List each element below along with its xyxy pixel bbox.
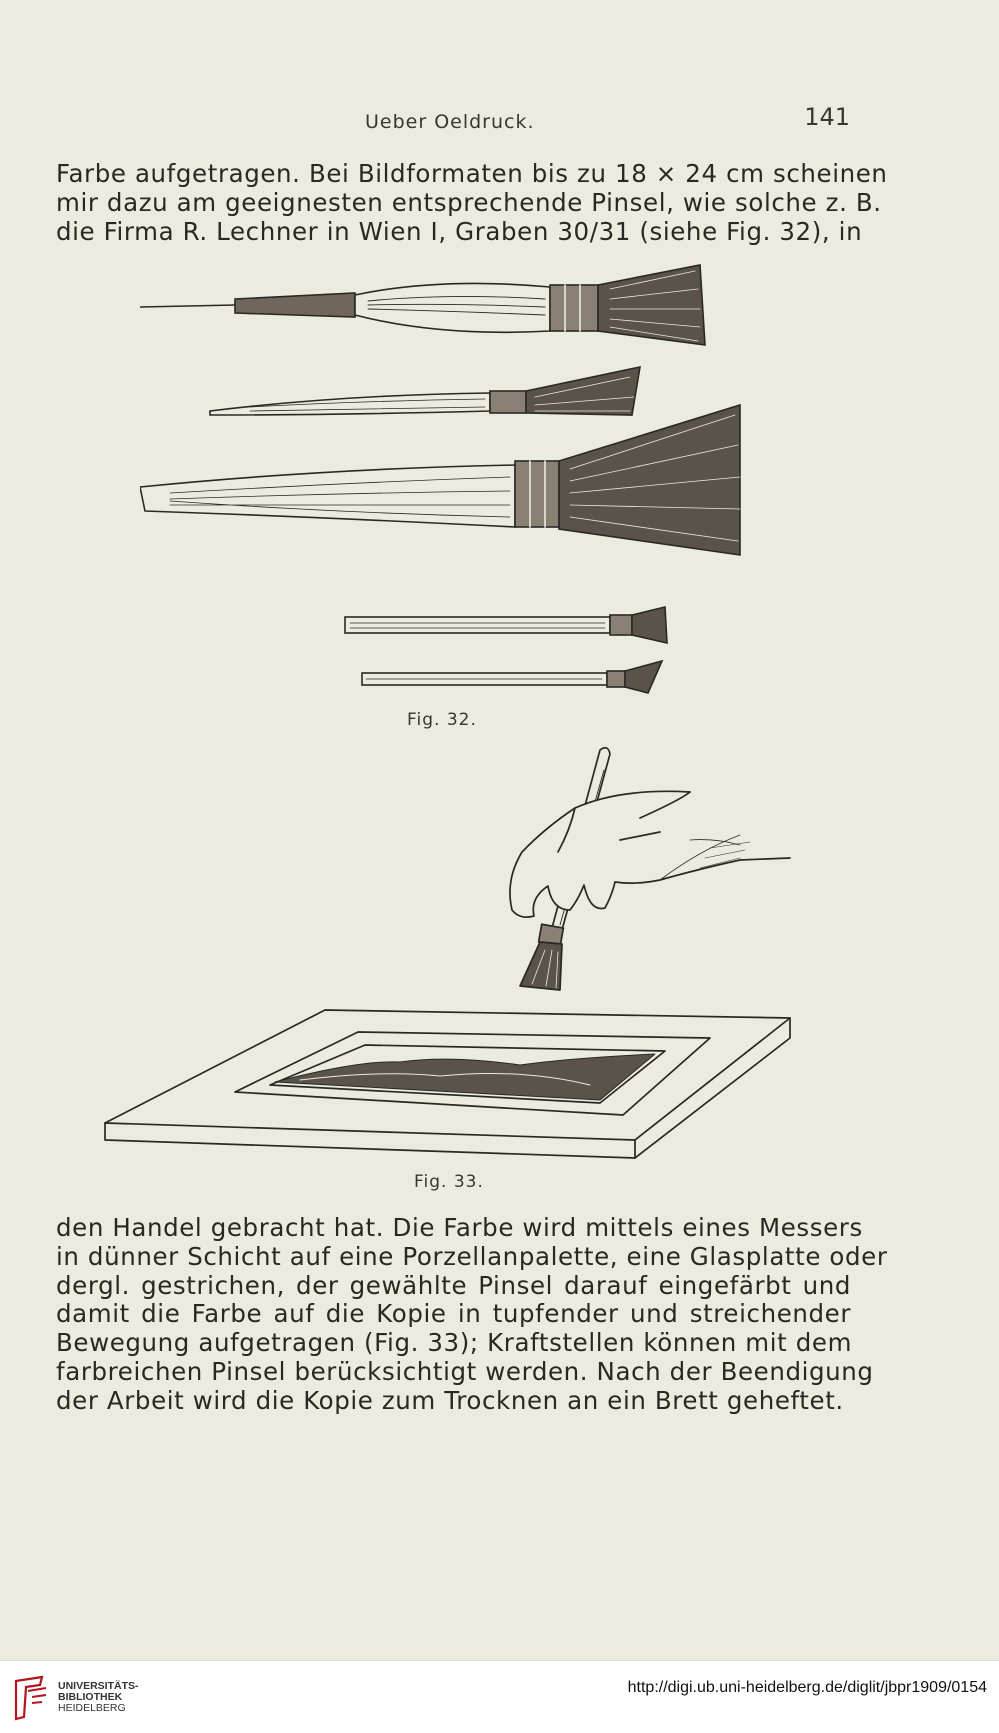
- library-name-line-2: BIBLIOTHEK: [58, 1691, 123, 1703]
- library-footer: [0, 1660, 999, 1733]
- page-number: 141: [804, 103, 850, 131]
- library-name: [58, 1681, 139, 1714]
- text-line: Farbe aufgetragen. Bei Bildformaten bis zu 18 × 24 cm scheinen: [56, 159, 888, 188]
- text-line: in dünner Schicht auf eine Porzellanpalette, eine Glasplatte oder: [56, 1241, 888, 1271]
- text-line: damit die Farbe auf die Kopie in tupfender und streichender: [56, 1299, 851, 1329]
- permalink-url[interactable]: http://digi.ub.uni-heidelberg.de/diglit/jbpr1909/0154: [627, 1679, 987, 1696]
- brush-4: [345, 607, 667, 643]
- text-line: Bewegung aufgetragen (Fig. 33); Kraftstellen können mit dem: [56, 1328, 853, 1358]
- brushes-illustration: [140, 255, 760, 695]
- running-header: [60, 103, 850, 133]
- brush-5: [362, 661, 662, 693]
- text-line: die Firma R. Lechner in Wien I, Graben 30/31 (siehe Fig. 32), in: [56, 216, 863, 246]
- running-title: Ueber Oeldruck.: [365, 111, 535, 133]
- paragraph-bottom: [56, 1213, 888, 1416]
- text-line: dergl. gestrichen, der gewählte Pinsel darauf eingefärbt und: [56, 1270, 851, 1300]
- paragraph-top: [56, 159, 888, 246]
- text-line: farbreichen Pinsel berücksichtigt werden. Nach der Beendigung: [56, 1356, 874, 1386]
- text-line: der Arbeit wird die Kopie zum Trocknen an ein Brett geheftet.: [56, 1385, 844, 1415]
- brush-3: [140, 405, 740, 555]
- library-logo-icon[interactable]: [12, 1673, 52, 1723]
- brush-2: [210, 367, 640, 415]
- brush-1: [140, 265, 705, 345]
- figure-33-caption: Fig. 33.: [414, 1172, 484, 1192]
- figure-32-caption: Fig. 32.: [407, 710, 477, 730]
- library-name-line-3: HEIDELBERG: [58, 1702, 126, 1714]
- text-line: den Handel gebracht hat. Die Farbe wird mittels eines Messers: [56, 1213, 863, 1242]
- library-name-line-1: UNIVERSITÄTS-: [58, 1680, 139, 1692]
- hand-painting-illustration: [100, 740, 800, 1165]
- text-line: mir dazu am geeignesten entsprechende Pinsel, wie solche z. B.: [56, 187, 882, 217]
